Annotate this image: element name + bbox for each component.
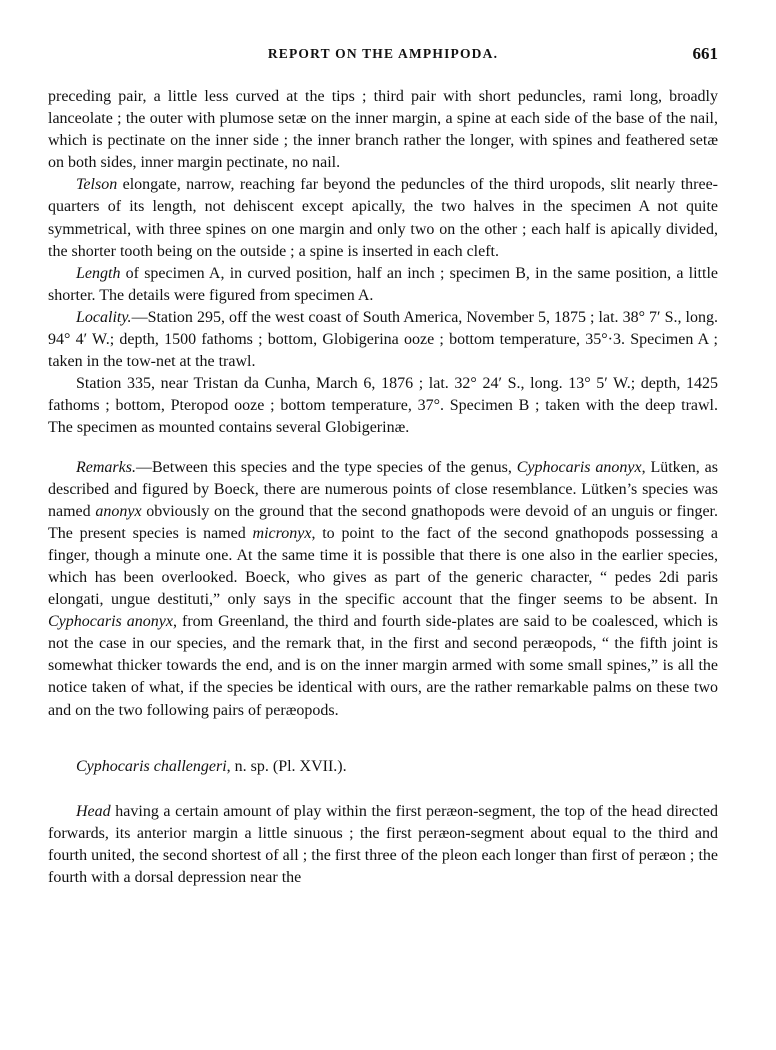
species-suffix: , n. sp. (Pl. XVII.). <box>226 757 347 775</box>
remarks-text-c: obviously on the ground that the second gnathopods were devoid of an unguis or finger. The present species is named <box>48 502 718 542</box>
head-text: having a certain amount of play within the first peræon-segment, the top of the head directed forwards, its anterior margin a little sinuous ; the first peræon-segment about equal to the third and fourth united, the second shortest of all ; the first three of the pleon each longer than first of peræon ; the fourth with a dorsal depression near the <box>48 802 718 886</box>
paragraph-locality <box>48 307 718 373</box>
remarks-text-a: —Between this species and the type species of the genus, <box>135 458 517 476</box>
remarks-lead: Remarks. <box>76 458 136 476</box>
remarks-text-d: , to point to the fact of the second gnathopods possessing a finger, though a minute one. At the same time it is possible that there is one also in the earlier species, which has been overlooked. Boeck, who gives as part of the generic character, “ pedes 2di paris elongati, ungue destituti,” only says in the specific account that the finger seems to be absent. In <box>48 524 718 609</box>
remarks-italic-species-2: Cyphocaris anonyx <box>48 613 173 631</box>
running-head: REPORT ON THE AMPHIPODA. <box>267 46 499 61</box>
page-header <box>48 44 718 66</box>
length-text: of specimen A, in curved position, half an inch ; specimen B, in the same position, a little shorter. The details were figured from specimen A. <box>48 264 718 304</box>
locality-lead: Locality. <box>76 308 132 326</box>
paragraph-length <box>48 263 718 307</box>
page-number: 661 <box>692 44 718 63</box>
head-lead: Head <box>76 802 111 820</box>
paragraph-telson <box>48 174 718 262</box>
telson-text: elongate, narrow, reaching far beyond the peduncles of the third uropods, slit nearly three-quarters of its length, not dehiscent except apically, the two halves in the specimen A not quite symmetrical, with three spines on one margin and only two on the other ; each half is apically divided, the shorter tooth being on the outside ; a spine is inserted in each cleft. <box>48 176 718 260</box>
page-body <box>48 86 718 889</box>
telson-lead: Telson <box>76 176 118 194</box>
paragraph-uropods: preceding pair, a little less curved at the tips ; third pair with short peduncles, rami long, broadly lanceolate ; the outer with plumose setæ on the inner margin, a spine at each side of the base of the nail, which is pectinate on the inner side ; the inner branch rather the longer, with spines and feathered setæ on both sides, inner margin pectinate, no nail. <box>48 88 718 172</box>
remarks-italic-micronyx: micronyx <box>252 524 312 542</box>
locality-text: —Station 295, off the west coast of South America, November 5, 1875 ; lat. 38° 7′ S., long. 94° 4′ W.; depth, 1500 fathoms ; bottom, Globigerina ooze ; bottom temperature, 35°·3. Specimen A ; taken in the tow-net at the trawl. <box>48 308 718 371</box>
paragraph-station-335: Station 335, near Tristan da Cunha, March 6, 1876 ; lat. 32° 24′ S., long. 13° 5′ W.; depth, 1425 fathoms ; bottom, Pteropod ooze ; bottom temperature, 37°. Specimen B ; taken with the deep trawl. The specimen as mounted contains several Globigerinæ. <box>48 375 718 437</box>
paragraph-head <box>48 801 718 889</box>
paragraph-remarks <box>48 457 718 722</box>
species-name: Cyphocaris challengeri <box>76 757 227 775</box>
remarks-text-e: , from Greenland, the third and fourth side-plates are said to be coalesced, which is not the case in our species, and the remark that, in the first and second peræopods, “ the fifth joint is somewhat thicker towards the end, and is on the inner margin armed with some small spines,” is all the notice taken of what, if the species be identical with ours, are the rather remarkable palms on these two and on the two following pairs of peræopods. <box>48 613 718 719</box>
remarks-italic-anonyx: anonyx <box>95 502 142 520</box>
length-lead: Length <box>76 264 121 282</box>
remarks-italic-species-1: Cyphocaris anonyx <box>516 458 642 476</box>
species-heading <box>48 756 718 778</box>
remarks-text-b: , Lütken, as described and figured by Boeck, there are numerous points of close resemblance. Lütken’s species was named <box>48 458 718 520</box>
